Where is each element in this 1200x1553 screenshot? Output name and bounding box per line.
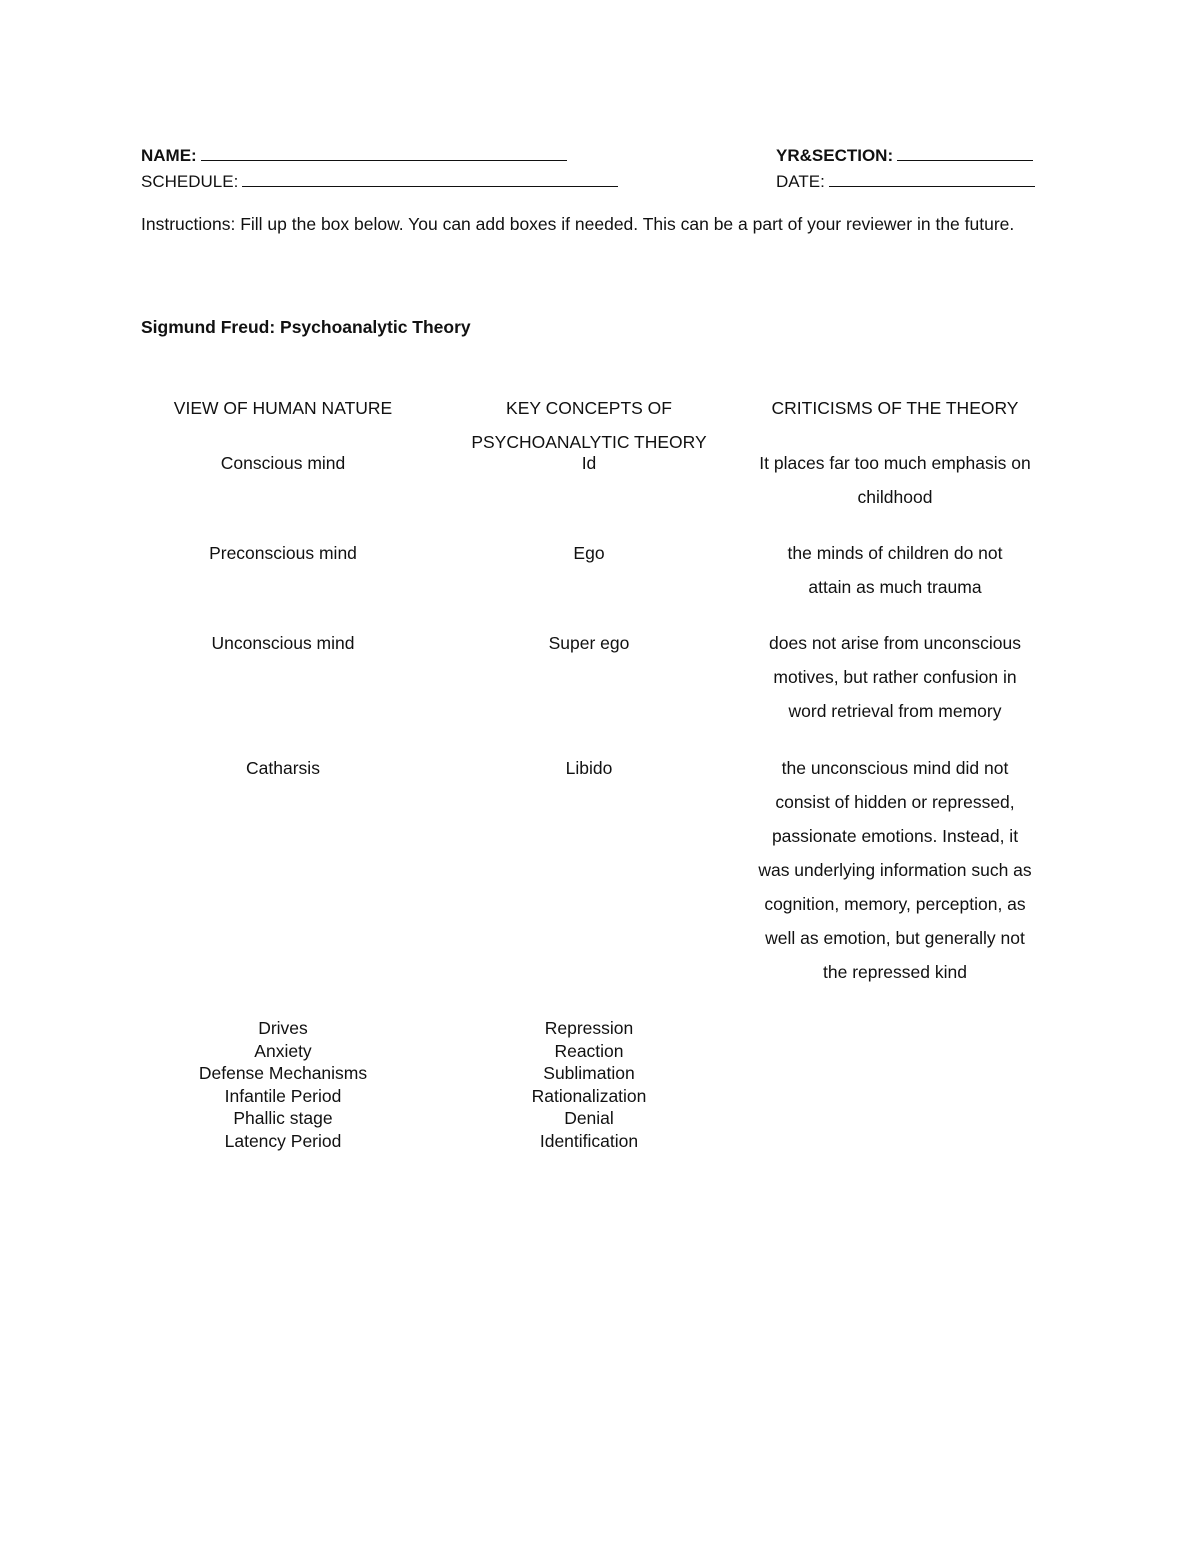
- section-label: YR&SECTION:: [776, 146, 894, 165]
- list-item: Infantile Period: [224, 1085, 342, 1106]
- list-item: Anxiety: [254, 1040, 312, 1061]
- criticisms-item: the unconscious mind did not consist of hidden or repressed, passionate emotions. Instead, it was underlying information such as cognition, memory, perception, as well as emotion, but generally not the repressed kind: [758, 758, 1032, 982]
- list-item: Defense Mechanisms: [198, 1063, 368, 1084]
- view-item: Catharsis: [246, 758, 320, 778]
- list-item: Sublimation: [543, 1063, 635, 1084]
- view-item: Conscious mind: [220, 453, 346, 473]
- list-item: Denial: [564, 1108, 614, 1129]
- schedule-field: [141, 172, 618, 192]
- list-item: Rationalization: [531, 1085, 647, 1106]
- section-field: [776, 146, 1033, 166]
- name-label: NAME:: [141, 146, 197, 165]
- concepts-item: Libido: [565, 758, 613, 778]
- list-item: Latency Period: [224, 1130, 342, 1151]
- concepts-heading: KEY CONCEPTS OF PSYCHOANALYTIC THEORY: [471, 398, 707, 452]
- list-item: Phallic stage: [233, 1108, 333, 1129]
- instructions-text: Instructions: Fill up the box below. You can add boxes if needed. This can be a part of your reviewer in the future.: [141, 214, 1015, 234]
- criticisms-heading: CRITICISMS OF THE THEORY: [771, 398, 1019, 418]
- schedule-blank-line[interactable]: [242, 172, 618, 187]
- concepts-column: [446, 391, 732, 991]
- list-item: Reaction: [554, 1040, 624, 1061]
- section-blank-line[interactable]: [897, 146, 1033, 161]
- concepts-item: Id: [581, 453, 597, 473]
- criticisms-item: It places far too much emphasis on childhood: [759, 453, 1031, 507]
- date-field: [776, 172, 1035, 192]
- list-item: Identification: [539, 1130, 639, 1151]
- lower-list-left: [140, 1017, 426, 1153]
- concepts-item: Ego: [573, 543, 605, 563]
- view-heading: VIEW OF HUMAN NATURE: [173, 398, 393, 418]
- schedule-label: SCHEDULE:: [141, 172, 239, 191]
- view-column: [140, 391, 426, 991]
- page-title: Sigmund Freud: Psychoanalytic Theory: [141, 317, 471, 337]
- concepts-item: Super ego: [548, 633, 630, 653]
- name-field: [141, 146, 567, 166]
- view-item: Preconscious mind: [209, 543, 357, 563]
- list-item: Repression: [544, 1018, 634, 1038]
- date-label: DATE:: [776, 172, 825, 191]
- criticisms-item: does not arise from unconscious motives, but rather confusion in word retrieval from memory: [769, 633, 1021, 721]
- view-item: Unconscious mind: [211, 633, 355, 653]
- date-blank-line[interactable]: [829, 172, 1035, 187]
- list-item: Drives: [258, 1018, 308, 1038]
- criticisms-column: [752, 391, 1038, 1031]
- lower-list-middle: [446, 1017, 732, 1153]
- name-blank-line[interactable]: [201, 146, 567, 161]
- criticisms-item: the minds of children do not attain as much trauma: [787, 543, 1003, 597]
